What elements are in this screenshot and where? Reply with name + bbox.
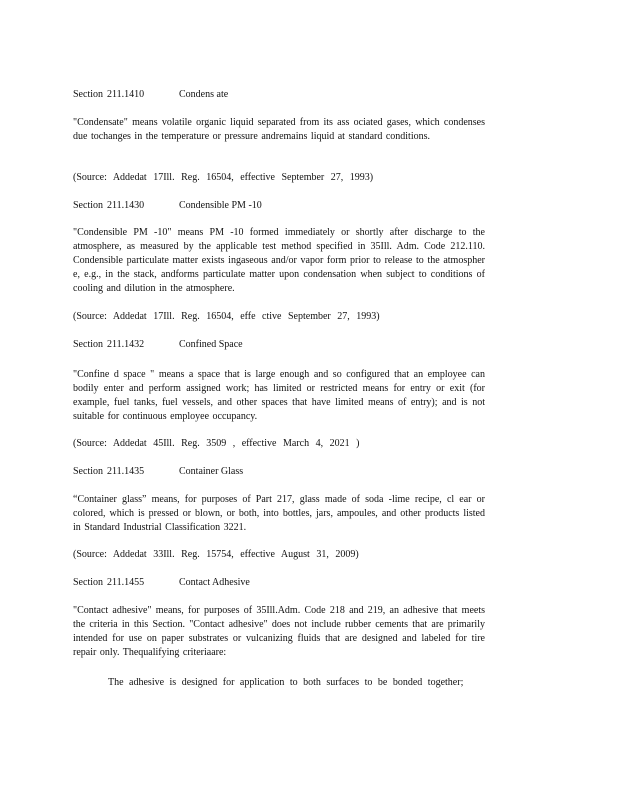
section-source: (Source: Addedat 33Ill. Reg. 15754, effective August 31, 2009): [73, 549, 359, 560]
section-heading: [73, 338, 243, 352]
section-source: (Source: Addedat 45Ill. Reg. 3509 , effective March 4, 2021 ): [73, 438, 360, 449]
section-heading: [73, 88, 228, 102]
section-label: Section: [73, 577, 103, 588]
section-number: 211.1432: [107, 339, 145, 350]
section-heading: [73, 576, 250, 590]
section-title: Container Glass: [179, 466, 244, 477]
section-heading: [73, 199, 262, 213]
section-source: (Source: Addedat 17Ill. Reg. 16504, effe ctive September 27, 1993): [73, 311, 380, 322]
section-number: 211.1430: [107, 200, 145, 211]
section-label: Section: [73, 89, 103, 100]
section-body: "Condensate" means volatile organic liquid separated from its ass ociated gases, which condenses due tochanges in the temperature or pressure andremains liquid at standard conditions.: [73, 117, 485, 142]
section-body: "Confine d space " means a space that is large enough and so configured that an employee can bodily enter and perform assigned work; has limited or restricted means for entry or exit (for example, fuel tanks, fuel vessels, and other spaces that have limited means of entry); and is not suitable for continuous employee occupancy.: [73, 369, 485, 422]
section-title: Contact Adhesive: [179, 577, 250, 588]
section-heading: [73, 465, 243, 479]
section-title: Confined Space: [179, 339, 243, 350]
section-number: 211.1410: [107, 89, 145, 100]
section-body: "Condensible PM -10" means PM -10 formed immediately or shortly after discharge to the atmosphere, as measured by the applicable test method specified in 35Ill. Adm. Code 212.110. Condensible particulate matter exists ingaseous and/or vapor form prior to release to the atmospher e, e.g., in the stack, andforms particulate matter upon condensation when subject to conditions of cooling and dilution in the atmosphere.: [73, 227, 485, 294]
criteria-item: The adhesive is designed for application to both surfaces to be bonded together;: [108, 677, 464, 688]
section-number: 211.1455: [107, 577, 145, 588]
section-label: Section: [73, 466, 103, 477]
section-body: "Contact adhesive" means, for purposes of 35Ill.Adm. Code 218 and 219, an adhesive that meets the criteria in this Section. "Contact adhesive" does not include rubber cements that are primarily intended for use on paper substrates or vulcanizing fluids that are designed and labeled for tire repair only. Thequalifying criteriaare:: [73, 605, 485, 658]
section-body: “Container glass” means, for purposes of Part 217, glass made of soda -lime recipe, cl ear or colored, which is pressed or blown, or both, into bottles, jars, ampoules, and other products listed in Standard Industrial Classification 3221.: [73, 494, 485, 533]
section-title: Condensible PM -10: [179, 200, 262, 211]
section-source: (Source: Addedat 17Ill. Reg. 16504, effective September 27, 1993): [73, 172, 374, 183]
section-title: Condens ate: [179, 89, 229, 100]
section-label: Section: [73, 339, 103, 350]
section-number: 211.1435: [107, 466, 145, 477]
section-label: Section: [73, 200, 103, 211]
